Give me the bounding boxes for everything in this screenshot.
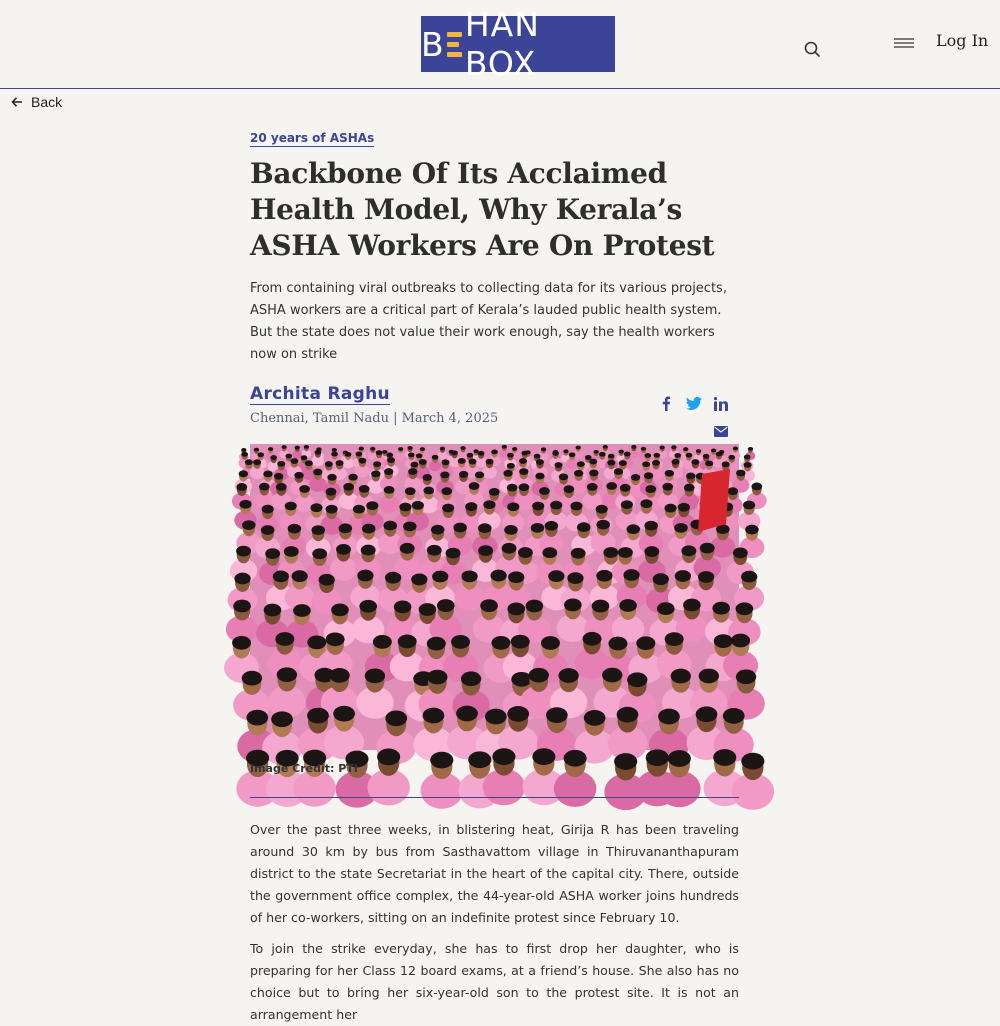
logo-e-mark bbox=[447, 32, 462, 57]
logo-letter-b: B bbox=[421, 24, 445, 64]
login-link[interactable]: Log In bbox=[936, 31, 989, 50]
facebook-icon[interactable] bbox=[660, 396, 672, 416]
article-hero-image bbox=[250, 444, 739, 750]
body-paragraph: Over the past three weeks, in blistering heat, Girija R has been traveling around 30 km by bus from Sasthavattom village in Thiruvananthapuram district to the state Secretariat in the heart of the capital city. There, outside the government office complex, the 44-year-old ASHA worker joins hundreds of her co-workers, sitting on an indefinite protest since February 10. bbox=[250, 822, 739, 925]
email-icon[interactable] bbox=[714, 424, 728, 442]
body-paragraph: To join the strike everyday, she has to first drop her daughter, who is preparing for her Class 12 board exams, at a friend’s house. She also has no choice but to bring her six-year-old son to the protest site. It is not an arrangement her bbox=[250, 941, 739, 1022]
back-link[interactable] bbox=[11, 94, 62, 110]
category-tag[interactable]: 20 years of ASHAs bbox=[250, 131, 375, 145]
hamburger-menu-icon[interactable] bbox=[894, 37, 914, 51]
protest-crowd-image bbox=[250, 444, 739, 750]
site-header bbox=[0, 0, 1000, 89]
logo-wordmark bbox=[421, 5, 615, 83]
divider bbox=[250, 797, 739, 798]
behanbox-logo[interactable] bbox=[421, 5, 615, 83]
article-dek: From containing viral outbreaks to collecting data for its various projects, ASHA workers are a critical part of Kerala’s lauded public health system. But the state does not value their work enough, say the health workers now on strike bbox=[250, 281, 727, 362]
share-icons bbox=[660, 394, 730, 444]
author-name[interactable]: Archita Raghu bbox=[250, 384, 390, 404]
arrow-left-icon bbox=[11, 96, 23, 108]
back-label: Back bbox=[31, 94, 63, 110]
logo-text-rest: HAN BOX bbox=[464, 5, 540, 83]
search-icon[interactable] bbox=[803, 40, 821, 58]
article-title: Backbone Of Its Acclaimed Health Model, Why Kerala’s ASHA Workers Are On Protest bbox=[250, 157, 715, 262]
article-meta: Chennai, Tamil Nadu | March 4, 2025 bbox=[250, 411, 499, 426]
image-credit: Image Credit: PTI bbox=[250, 762, 358, 775]
linkedin-icon[interactable] bbox=[714, 397, 728, 416]
twitter-icon[interactable] bbox=[686, 397, 702, 415]
